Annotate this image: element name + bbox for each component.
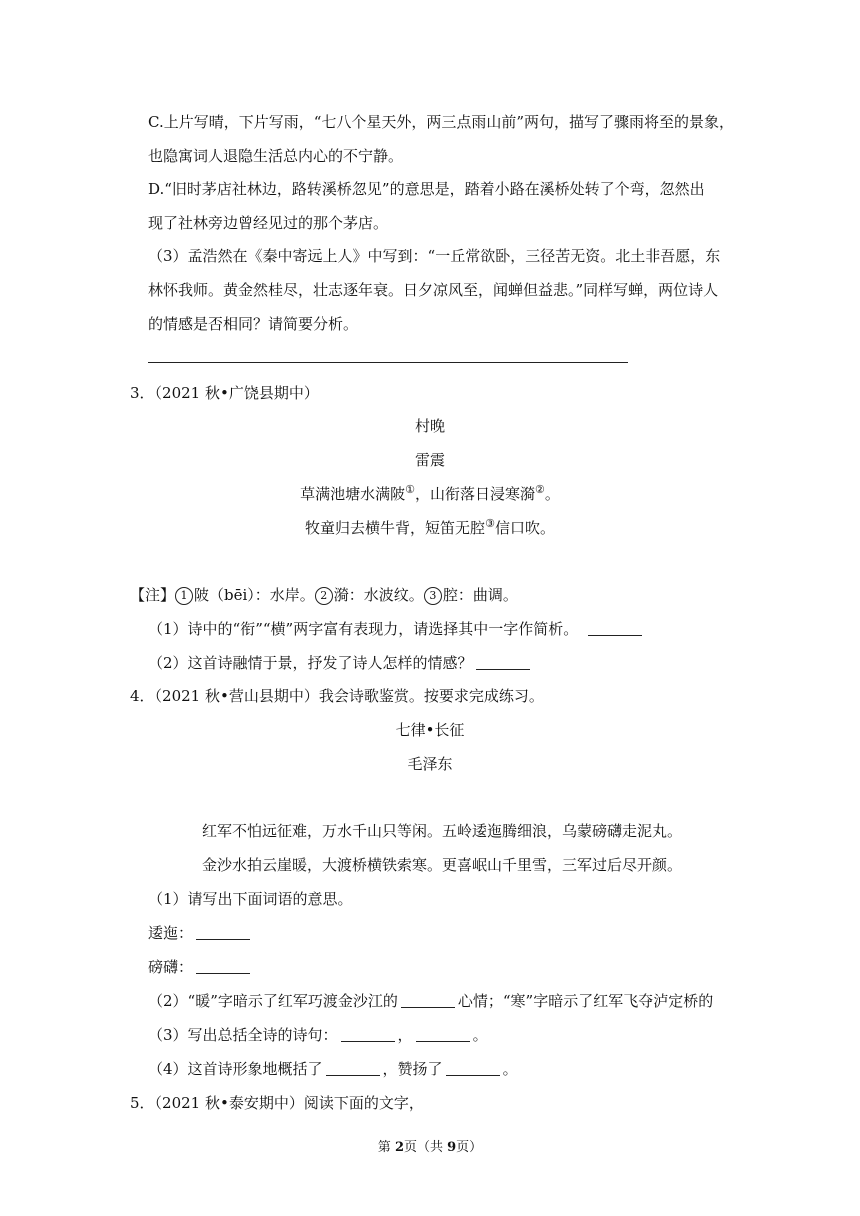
- page-footer: 第 2页（共 9页）: [377, 1140, 483, 1155]
- q4-word2: 磅礴：: [148, 957, 253, 977]
- answer-blank[interactable]: [416, 1026, 470, 1042]
- answer-blank[interactable]: [588, 620, 642, 636]
- q3-poem-line-1: 草满池塘水满陂①，山衔落日浸寒漪②。: [300, 483, 560, 503]
- option-d-line-2: 现了社林旁边曾经见过的那个茅店。: [148, 214, 389, 232]
- q2-sub3-line-1: （3）孟浩然在《秦中寄远上人》中写到：“一丘常欲卧，三径苦无资。北土非吾愿，东: [148, 247, 721, 265]
- q4-header: 4．（2021 秋•营山县期中）我会诗歌鉴赏。按要求完成练习。: [130, 687, 544, 705]
- answer-blank[interactable]: [341, 1026, 395, 1042]
- option-c-line-2: 也隐寓词人退隐生活总内心的不宁静。: [148, 147, 404, 165]
- q4-poem-title: 七律•长征: [395, 721, 465, 739]
- q5-header: 5．（2021 秋•泰安期中）阅读下面的文字，: [130, 1094, 424, 1112]
- answer-blank[interactable]: [196, 958, 250, 974]
- q2-sub3-line-3: 的情感是否相同？请简要分析。: [148, 315, 359, 333]
- page-number: 2: [394, 1140, 404, 1155]
- option-c-line-1: C.上片写晴，下片写雨，“七八个星天外，两三点雨山前”两句，描写了骤雨将至的景象，: [148, 113, 735, 131]
- q3-poem-author: 雷震: [414, 451, 445, 469]
- answer-blank[interactable]: [446, 1060, 500, 1076]
- q3-poem-title: 村晚: [414, 417, 445, 435]
- option-d-line-1: D.“旧时茅店社林边，路转溪桥忽见”的意思是，踏着小路在溪桥处转了个弯，忽然出: [148, 180, 705, 198]
- q3-sub1: （1）诗中的“衔”“横”两字富有表现力，请选择其中一字作简析。: [148, 619, 645, 639]
- q4-sub4: （4）这首诗形象地概括了 ，赞扬了 。: [148, 1060, 518, 1078]
- q4-poem-author: 毛泽东: [407, 755, 453, 773]
- q4-sub3: （3）写出总括全诗的诗句： ， 。: [148, 1026, 488, 1044]
- q4-poem-line-1: 红军不怕远征难，万水千山只等闲。五岭逶迤腾细浪，乌蒙磅礴走泥丸。: [202, 822, 683, 840]
- q4-word1: 逶迤：: [148, 923, 253, 943]
- q4-sub2: （2）“暖”字暗示了红军巧渡金沙江的 心情；“寒”字暗示了红军飞夺泸定桥的: [148, 992, 714, 1010]
- q3-poem-line-2: 牧童归去横牛背，短笛无腔③信口吹。: [305, 517, 555, 537]
- answer-blank[interactable]: [476, 654, 530, 670]
- page-total: 9: [447, 1140, 457, 1155]
- q4-poem-line-2: 金沙水拍云崖暖，大渡桥横铁索寒。更喜岷山千里雪，三军过后尽开颜。: [202, 856, 683, 874]
- q3-sub2: （2）这首诗融情于景，抒发了诗人怎样的情感？: [148, 653, 533, 673]
- answer-line: [148, 362, 628, 363]
- q3-header: 3．（2021 秋•广饶县期中）: [130, 384, 319, 402]
- q4-sub1: （1）请写出下面词语的意思。: [148, 890, 353, 908]
- answer-blank[interactable]: [401, 992, 455, 1008]
- q2-sub3-line-2: 林怀我师。黄金然桂尽，壮志逐年衰。日夕凉风至，闻蝉但益悲。”同样写蝉，两位诗人: [148, 281, 719, 299]
- q3-notes: 【注】 1 陂（bēi）：水岸。 2 漪：水波纹。 3 腔：曲调。: [130, 586, 518, 604]
- answer-blank[interactable]: [326, 1060, 380, 1076]
- answer-blank[interactable]: [196, 924, 250, 940]
